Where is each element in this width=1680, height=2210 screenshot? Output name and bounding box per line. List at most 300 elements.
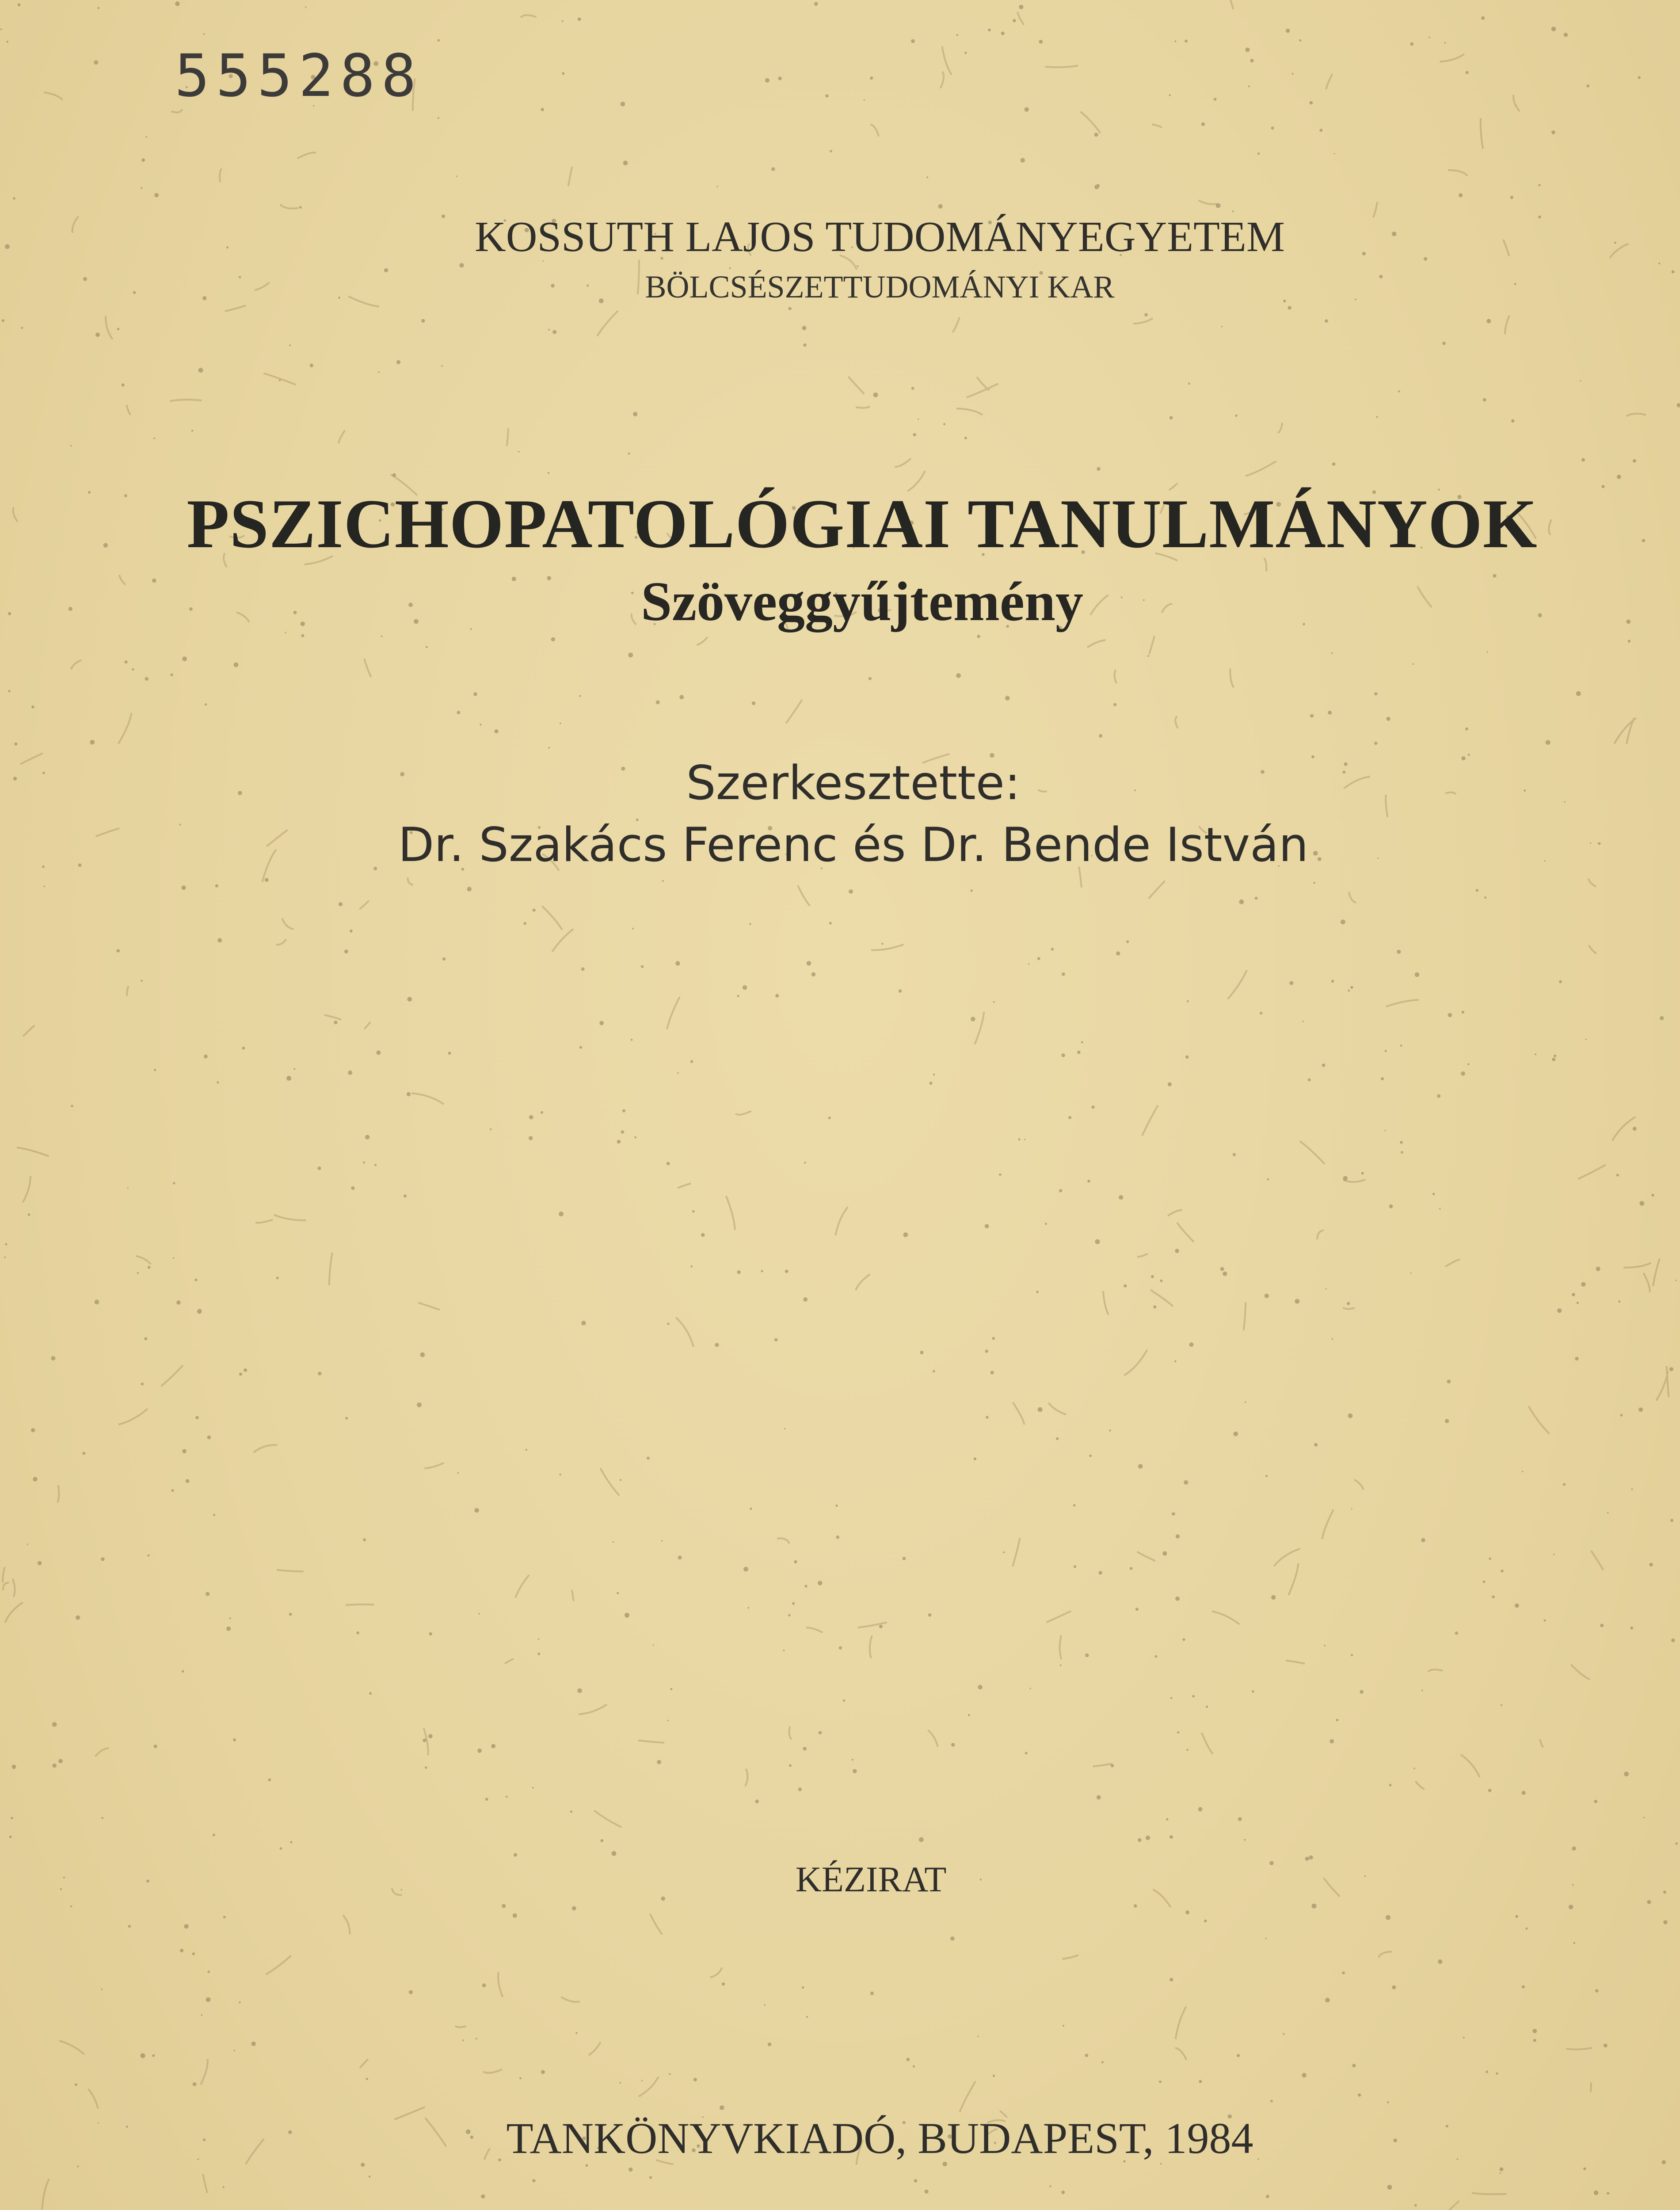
paper-fiber (1286, 1661, 1305, 1664)
paper-speck (205, 703, 207, 705)
paper-speck (1465, 728, 1468, 731)
paper-speck (829, 922, 832, 925)
paper-speck (977, 635, 980, 638)
paper-speck (1030, 1688, 1031, 1689)
paper-speck (1421, 1538, 1425, 1543)
paper-speck (1532, 2029, 1537, 2033)
paper-speck (715, 1343, 719, 1347)
paper-speck (749, 923, 751, 925)
paper-speck (575, 2032, 577, 2034)
paper-speck (1192, 1695, 1195, 1698)
paper-speck (819, 1731, 822, 1734)
paper-speck (1581, 458, 1585, 461)
paper-speck (101, 1989, 103, 1990)
paper-speck (1381, 1077, 1384, 1080)
paper-speck (381, 636, 383, 637)
paper-fiber (1589, 879, 1596, 887)
paper-speck (477, 1749, 482, 1753)
paper-speck (396, 360, 400, 364)
paper-speck (617, 1140, 621, 1144)
paper-speck (191, 430, 193, 431)
paper-speck (974, 1457, 976, 1460)
paper-speck (182, 885, 186, 890)
paper-speck (1267, 1178, 1269, 1181)
paper-speck (1302, 1021, 1303, 1022)
paper-speck (1660, 1016, 1664, 1020)
paper-speck (577, 1688, 582, 1693)
paper-speck (1003, 1551, 1005, 1553)
paper-fiber (1322, 1509, 1333, 1539)
paper-speck (1081, 1041, 1083, 1044)
paper-fiber (13, 507, 18, 522)
paper-fiber (364, 659, 371, 677)
paper-speck (186, 1479, 190, 1483)
paper-speck (28, 1213, 30, 1216)
paper-fiber (521, 15, 537, 17)
paper-speck (1445, 1419, 1449, 1423)
paper-speck (1586, 84, 1589, 88)
paper-speck (474, 1508, 479, 1513)
paper-fiber (667, 997, 680, 1029)
paper-speck (1130, 1567, 1133, 1570)
paper-speck (132, 668, 134, 671)
paper-speck (1669, 1367, 1673, 1371)
paper-fiber (1115, 670, 1116, 683)
paper-speck (251, 2042, 256, 2046)
paper-fiber (44, 92, 62, 100)
paper-fiber (23, 1176, 31, 1202)
paper-speck (1624, 1772, 1629, 1776)
paper-speck (964, 437, 967, 439)
paper-fiber (418, 1303, 440, 1310)
paper-speck (523, 922, 526, 925)
paper-fiber (505, 1659, 514, 1664)
paper-speck (1322, 1063, 1326, 1067)
paper-speck (755, 1799, 759, 1803)
paper-speck (1374, 742, 1377, 745)
paper-speck (1617, 475, 1621, 479)
paper-fiber (835, 1207, 848, 1235)
paper-speck (476, 2038, 477, 2040)
paper-speck (1260, 1012, 1262, 1014)
paper-speck (52, 1722, 57, 1727)
paper-speck (71, 1105, 73, 1107)
paper-speck (1569, 1905, 1573, 1909)
paper-speck (182, 1670, 184, 1673)
paper-speck (560, 723, 561, 724)
paper-speck (814, 2, 818, 6)
paper-speck (53, 1764, 57, 1768)
paper-speck (1328, 711, 1332, 715)
paper-speck (825, 94, 828, 97)
paper-speck (457, 711, 461, 714)
paper-speck (852, 1759, 853, 1760)
paper-speck (785, 1270, 789, 1273)
paper-speck (1135, 1608, 1139, 1611)
paper-speck (1124, 1284, 1127, 1288)
paper-speck (950, 1936, 955, 1941)
paper-speck (0, 28, 2, 30)
paper-speck (175, 1, 179, 6)
paper-speck (662, 880, 664, 882)
paper-speck (667, 1162, 670, 1166)
paper-speck (775, 994, 779, 998)
paper-speck (18, 3, 21, 6)
paper-fiber (1228, 970, 1247, 999)
paper-speck (117, 328, 120, 331)
paper-fiber (1540, 1739, 1543, 1748)
paper-speck (548, 329, 550, 331)
paper-speck (1237, 2054, 1240, 2057)
paper-speck (239, 2001, 240, 2003)
paper-fiber (1278, 423, 1282, 433)
paper-fiber (1643, 1273, 1650, 1292)
paper-speck (1581, 1282, 1585, 1287)
paper-fiber (1386, 1000, 1419, 1006)
paper-fiber (1566, 2048, 1592, 2049)
paper-speck (128, 1925, 131, 1928)
paper-speck (692, 1210, 695, 1213)
paper-fiber (1230, 668, 1234, 688)
paper-speck (992, 1337, 995, 1340)
paper-speck (541, 1111, 543, 1114)
paper-speck (1021, 158, 1025, 162)
paper-speck (1325, 1998, 1330, 2003)
paper-speck (1580, 380, 1581, 381)
paper-fiber (3, 1567, 5, 1583)
paper-speck (1182, 1638, 1185, 1641)
paper-fiber (967, 384, 998, 397)
paper-fiber (1571, 1665, 1590, 1680)
paper-speck (1051, 948, 1054, 950)
paper-speck (141, 2053, 145, 2058)
paper-speck (956, 673, 961, 678)
paper-fiber (343, 1915, 350, 1935)
paper-speck (1186, 1749, 1189, 1751)
paper-speck (339, 902, 343, 906)
paper-fiber (1428, 1669, 1443, 1672)
paper-speck (1288, 306, 1291, 309)
paper-speck (1073, 1504, 1076, 1507)
paper-speck (1187, 1000, 1189, 1002)
paper-speck (1360, 1690, 1364, 1694)
paper-speck (1600, 1624, 1604, 1627)
paper-speck (350, 930, 353, 933)
paper-speck (653, 1645, 654, 1646)
paper-fiber (1354, 1479, 1363, 1490)
paper-speck (1206, 1706, 1208, 1708)
paper-speck (1292, 73, 1294, 75)
paper-speck (1675, 1842, 1677, 1844)
paper-speck (229, 1617, 231, 1619)
paper-speck (519, 2077, 522, 2080)
paper-speck (1481, 16, 1485, 20)
paper-speck (1028, 963, 1029, 964)
publisher-line: TANKÖNYVKIADÓ, BUDAPEST, 1984 (506, 2114, 1253, 2163)
paper-speck (1113, 703, 1116, 706)
paper-fiber (1591, 1551, 1604, 1570)
paper-speck (930, 1082, 933, 1085)
paper-speck (192, 1952, 195, 1955)
paper-speck (171, 674, 173, 676)
paper-speck (467, 887, 472, 891)
paper-fiber (1653, 1258, 1660, 1286)
paper-speck (1169, 94, 1171, 96)
paper-speck (1649, 1563, 1653, 1566)
paper-fiber (507, 428, 508, 446)
paper-fiber (1168, 1210, 1182, 1216)
paper-speck (971, 1017, 975, 1021)
paper-speck (678, 1555, 682, 1559)
paper-speck (1522, 1985, 1525, 1989)
paper-speck (1126, 941, 1129, 943)
paper-speck (1351, 1508, 1352, 1509)
paper-speck (1631, 1488, 1633, 1490)
paper-speck (1312, 1904, 1317, 1909)
paper-speck (1501, 1704, 1502, 1706)
paper-speck (1677, 403, 1680, 407)
paper-speck (1077, 1051, 1081, 1054)
paper-speck (344, 949, 348, 953)
paper-speck (1310, 714, 1314, 718)
paper-speck (1265, 1294, 1269, 1298)
paper-fiber (360, 2059, 368, 2068)
paper-speck (620, 2082, 621, 2084)
paper-speck (1533, 2039, 1536, 2042)
paper-speck (1154, 1655, 1157, 1658)
paper-fiber (1244, 1302, 1246, 1330)
paper-fiber (42, 2179, 49, 2210)
paper-fiber (735, 1111, 751, 1115)
paper-speck (533, 909, 536, 912)
paper-speck (1091, 1105, 1094, 1109)
paper-fiber (568, 167, 572, 186)
paper-speck (857, 265, 859, 267)
paper-fiber (161, 1365, 183, 1387)
paper-fiber (1446, 2201, 1459, 2210)
paper-speck (193, 2082, 197, 2086)
paper-speck (239, 1372, 242, 1376)
paper-speck (429, 1632, 432, 1635)
paper-speck (911, 387, 914, 390)
paper-speck (1159, 2080, 1162, 2083)
paper-speck (145, 136, 147, 138)
paper-speck (926, 176, 928, 178)
paper-speck (1387, 717, 1390, 721)
paper-fiber (1047, 1611, 1071, 1623)
paper-speck (1467, 1063, 1469, 1065)
paper-speck (1492, 1596, 1494, 1598)
paper-speck (551, 637, 555, 641)
paper-speck (1185, 1910, 1189, 1914)
paper-speck (985, 1224, 989, 1228)
paper-speck (956, 34, 958, 36)
paper-speck (197, 1309, 202, 1314)
paper-speck (1153, 1305, 1156, 1308)
paper-speck (217, 938, 222, 942)
paper-speck (1350, 986, 1353, 989)
paper-speck (1585, 1039, 1587, 1040)
paper-speck (351, 1186, 354, 1190)
paper-speck (154, 193, 159, 198)
paper-fiber (1227, 0, 1234, 9)
paper-fiber (579, 1704, 607, 1714)
paper-speck (141, 158, 145, 162)
paper-speck (1413, 663, 1414, 665)
paper-speck (1074, 1565, 1076, 1568)
paper-speck (127, 1187, 129, 1189)
paper-speck (951, 1743, 955, 1746)
paper-speck (8, 612, 11, 615)
paper-speck (1177, 1731, 1179, 1734)
paper-fiber (1199, 200, 1217, 204)
paper-speck (1647, 1900, 1651, 1904)
paper-speck (145, 677, 149, 681)
paper-speck (768, 2042, 772, 2046)
paper-speck (441, 365, 443, 367)
paper-fiber (856, 406, 870, 408)
paper-speck (1596, 1267, 1600, 1271)
paper-speck (1289, 981, 1293, 985)
paper-speck (1319, 129, 1322, 132)
paper-speck (318, 1372, 321, 1375)
paper-fiber (650, 1914, 663, 1935)
paper-speck (986, 1416, 988, 1418)
paper-fiber (170, 400, 202, 401)
paper-speck (783, 1650, 785, 1651)
paper-speck (578, 18, 581, 21)
paper-speck (206, 1592, 210, 1596)
paper-speck (612, 1851, 617, 1856)
paper-speck (13, 197, 15, 200)
paper-speck (1089, 1455, 1092, 1457)
paper-speck (1618, 1300, 1620, 1303)
paper-speck (988, 29, 991, 32)
paper-speck (14, 743, 17, 746)
paper-speck (1059, 1189, 1062, 1192)
paper-speck (77, 2166, 79, 2168)
paper-speck (310, 364, 313, 367)
paper-speck (215, 884, 218, 888)
paper-speck (1595, 1989, 1598, 1992)
paper-speck (667, 1720, 669, 1721)
paper-speck (1476, 889, 1478, 892)
paper-speck (265, 878, 269, 882)
paper-speck (369, 2176, 371, 2178)
paper-speck (849, 889, 853, 894)
paper-speck (830, 150, 832, 152)
paper-speck (31, 705, 34, 709)
paper-speck (526, 1449, 527, 1451)
paper-fiber (1274, 1549, 1300, 1566)
paper-speck (1248, 85, 1250, 87)
paper-speck (438, 117, 439, 119)
paper-speck (1447, 1379, 1451, 1383)
paper-speck (1385, 1050, 1387, 1052)
paper-speck (933, 1074, 935, 1075)
paper-speck (1271, 126, 1274, 130)
paper-fiber (127, 986, 129, 996)
paper-speck (1671, 1638, 1675, 1642)
paper-speck (173, 1257, 174, 1259)
paper-speck (1413, 1768, 1415, 1769)
paper-speck (1361, 1172, 1364, 1174)
paper-speck (75, 2083, 77, 2086)
paper-speck (978, 1685, 982, 1689)
paper-speck (1001, 32, 1005, 35)
paper-fiber (424, 1463, 444, 1468)
paper-fiber (639, 2077, 659, 2096)
paper-speck (743, 1567, 748, 1572)
paper-fiber (589, 2042, 601, 2055)
paper-fiber (225, 305, 246, 311)
paper-speck (1429, 37, 1430, 38)
paper-speck (562, 72, 564, 75)
paper-speck (792, 1602, 795, 1605)
paper-fiber (1177, 1223, 1194, 1242)
paper-speck (1551, 27, 1556, 31)
paper-speck (765, 78, 770, 83)
paper-speck (1330, 1739, 1334, 1744)
paper-speck (1522, 1791, 1526, 1795)
paper-speck (148, 1555, 150, 1557)
paper-speck (1554, 1055, 1556, 1057)
paper-speck (1620, 1414, 1623, 1417)
paper-fiber (5, 1602, 23, 1623)
paper-speck (299, 206, 302, 209)
paper-fiber (1472, 2193, 1506, 2195)
paper-speck (1438, 1959, 1442, 1964)
paper-speck (95, 332, 100, 337)
paper-speck (1551, 130, 1555, 134)
paper-speck (661, 1540, 663, 1541)
paper-speck (180, 1949, 183, 1952)
paper-speck (4, 1257, 6, 1258)
paper-speck (764, 2004, 766, 2006)
paper-speck (548, 747, 550, 749)
paper-fiber (1093, 1764, 1112, 1766)
paper-speck (101, 1817, 103, 1819)
paper-speck (9, 1836, 12, 1838)
paper-speck (1176, 1534, 1180, 1538)
paper-fiber (346, 1604, 374, 1605)
paper-fiber (1137, 1254, 1148, 1257)
paper-speck (669, 2073, 670, 2075)
paper-speck (206, 1997, 211, 2002)
paper-speck (794, 1560, 797, 1563)
paper-speck (348, 1071, 352, 1075)
paper-fiber (1627, 414, 1646, 416)
paper-speck (750, 1508, 752, 1510)
paper-speck (1607, 1512, 1609, 1514)
paper-speck (1324, 1645, 1326, 1646)
paper-fiber (1416, 1781, 1425, 1790)
paper-fiber (118, 713, 132, 744)
paper-speck (31, 1428, 35, 1432)
paper-speck (1500, 2172, 1501, 2174)
paper-speck (559, 1474, 561, 1475)
paper-speck (835, 1505, 838, 1507)
paper-fiber (572, 1590, 574, 1601)
paper-speck (1005, 696, 1010, 700)
paper-speck (363, 1162, 365, 1164)
paper-speck (1633, 1127, 1637, 1131)
paper-speck (1085, 2054, 1089, 2057)
paper-fiber (1440, 54, 1464, 61)
paper-speck (811, 972, 816, 977)
paper-speck (144, 1337, 147, 1340)
paper-speck (43, 886, 45, 887)
